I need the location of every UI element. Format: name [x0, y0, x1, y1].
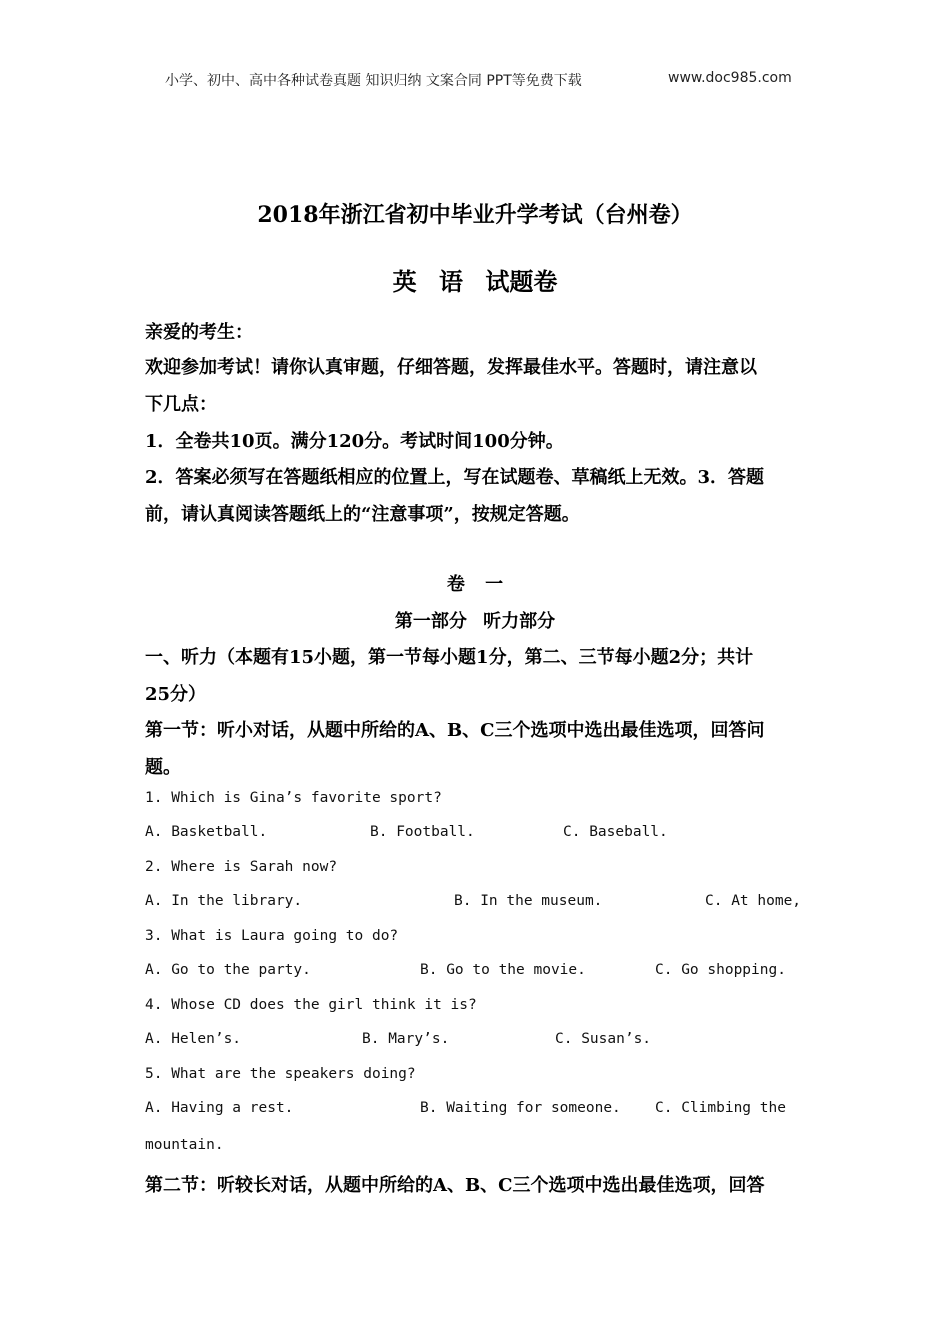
- option-a: A. Go to the party.: [145, 962, 311, 978]
- exam-title: 2018年浙江省初中毕业升学考试（台州卷）: [257, 202, 693, 228]
- option-b: B. Go to the movie.: [420, 962, 586, 978]
- section-heading: 25分）: [145, 684, 207, 705]
- header-text: 小学、初中、高中各种试卷真题 知识归纳 文案合同 PPT等免费下载: [165, 73, 582, 89]
- subsection-heading: 第一节：听小对话，从题中所给的A、B、C三个选项中选出最佳选项，回答问: [145, 720, 765, 741]
- option-b: B. In the museum.: [454, 893, 603, 909]
- section-heading: 一、听力（本题有15小题，第一节每小题1分，第二、三节每小题2分；共计: [145, 647, 754, 668]
- question-text: 4. Whose CD does the girl think it is?: [145, 997, 477, 1013]
- volume-heading: 卷 一: [446, 574, 504, 595]
- option-a: A. In the library.: [145, 893, 303, 909]
- option-c-continuation: mountain.: [145, 1137, 224, 1153]
- option-b: B. Mary’s.: [362, 1031, 450, 1047]
- option-c: C. Go shopping.: [655, 962, 786, 978]
- subsection-heading: 第二节：听较长对话，从题中所给的A、B、C三个选项中选出最佳选项，回答: [145, 1175, 765, 1196]
- header-site[interactable]: www.doc985.com: [668, 70, 792, 86]
- subsection-heading: 题。: [145, 757, 181, 778]
- question-text: 2. Where is Sarah now?: [145, 859, 338, 875]
- intro-line: 2．答案必须写在答题纸相应的位置上，写在试题卷、草稿纸上无效。3．答题: [145, 467, 765, 488]
- intro-line: 前，请认真阅读答题纸上的“注意事项”，按规定答题。: [145, 504, 580, 525]
- intro-greeting: 亲爱的考生：: [145, 322, 253, 343]
- intro-line: 下几点：: [145, 394, 217, 415]
- option-c: C. Susan’s.: [555, 1031, 652, 1047]
- intro-line: 1．全卷共10页。满分120分。考试时间100分钟。: [145, 431, 564, 452]
- option-c: C. Climbing the: [655, 1100, 786, 1116]
- part-heading: 第一部分 听力部分: [394, 611, 556, 632]
- question-text: 5. What are the speakers doing?: [145, 1066, 416, 1082]
- option-c: C. At home,: [705, 893, 802, 909]
- option-b: B. Football.: [370, 824, 475, 840]
- option-a: A. Basketball.: [145, 824, 268, 840]
- option-c: C. Baseball.: [563, 824, 668, 840]
- option-b: B. Waiting for someone.: [420, 1100, 621, 1116]
- option-a: A. Having a rest.: [145, 1100, 294, 1116]
- exam-subtitle: 英 语 试题卷: [392, 267, 558, 296]
- question-text: 3. What is Laura going to do?: [145, 928, 399, 944]
- question-text: 1. Which is Gina’s favorite sport?: [145, 790, 442, 806]
- intro-line: 欢迎参加考试！请你认真审题，仔细答题，发挥最佳水平。答题时，请注意以: [145, 357, 757, 378]
- option-a: A. Helen’s.: [145, 1031, 242, 1047]
